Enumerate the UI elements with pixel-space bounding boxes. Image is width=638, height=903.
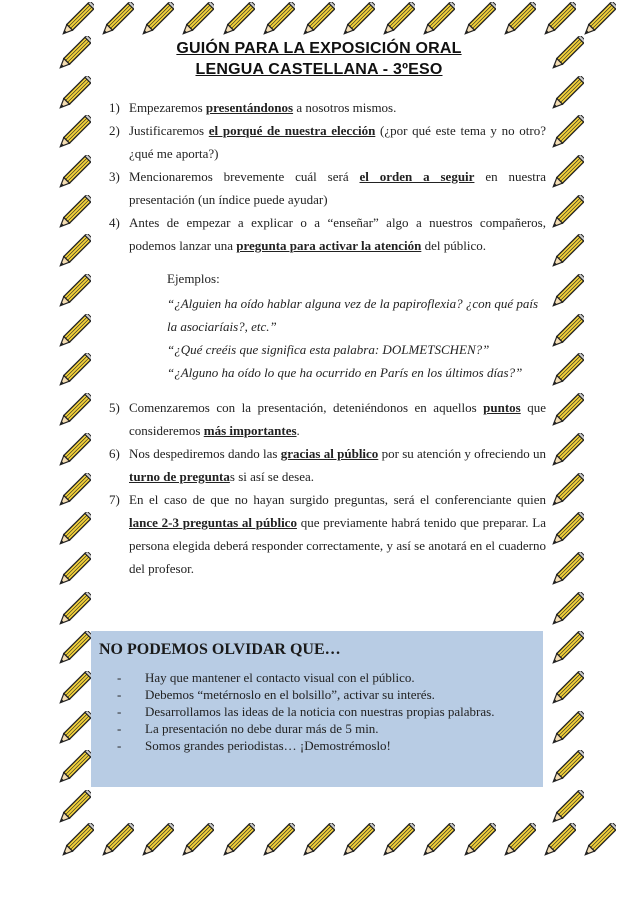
reminder-text: Somos grandes periodistas… ¡Demostrémoslo! xyxy=(145,738,391,753)
pencil-icon xyxy=(55,512,91,550)
pencil-icon xyxy=(548,314,584,352)
pencil-icon xyxy=(548,473,584,511)
pencil-icon xyxy=(55,353,91,391)
step-item xyxy=(109,442,546,488)
step-text: Justificaremos xyxy=(129,123,209,138)
steps-list-a xyxy=(109,96,546,257)
examples-heading: Ejemplos: xyxy=(167,271,220,286)
pencil-icon xyxy=(540,823,576,861)
pencil-icon xyxy=(259,823,295,861)
reminder-box xyxy=(91,631,543,787)
bullet-dash: - xyxy=(117,721,122,736)
reminder-item xyxy=(117,686,535,703)
pencil-icon xyxy=(55,671,91,709)
step-highlight: presentándonos xyxy=(205,100,294,115)
pencil-icon xyxy=(55,234,91,272)
pencil-icon xyxy=(98,823,134,861)
pencil-icon xyxy=(379,2,415,40)
pencil-icon xyxy=(379,823,415,861)
pencil-icon xyxy=(55,750,91,788)
pencil-icon xyxy=(548,671,584,709)
pencil-icon xyxy=(460,2,496,40)
bullet-dash: - xyxy=(117,738,122,753)
step-item xyxy=(109,119,546,165)
reminder-text: Desarrollamos las ideas de la noticia con nuestras propias palabras. xyxy=(145,704,495,719)
step-number: 4) xyxy=(109,215,120,230)
step-text: (¿por qué este tema y no otro? ¿qué me aporta?) xyxy=(129,123,546,161)
pencil-icon xyxy=(138,823,174,861)
pencil-icon xyxy=(55,473,91,511)
step-item xyxy=(109,396,546,442)
guide-content xyxy=(109,96,546,580)
bullet-dash: - xyxy=(117,687,122,702)
pencil-icon xyxy=(55,790,91,828)
pencil-icon xyxy=(419,823,455,861)
step-highlight: el porqué de nuestra elección xyxy=(208,123,376,138)
reminder-item xyxy=(117,737,535,754)
step-number: 3) xyxy=(109,169,120,184)
step-text: del público. xyxy=(421,238,486,253)
step-number: 5) xyxy=(109,400,120,415)
pencil-icon xyxy=(548,115,584,153)
pencil-icon xyxy=(55,155,91,193)
step-highlight: más importantes xyxy=(203,423,297,438)
pencil-icon xyxy=(500,2,536,40)
pencil-icon xyxy=(548,750,584,788)
pencil-icon xyxy=(55,631,91,669)
pencil-icon xyxy=(548,790,584,828)
page-title-line2: LENGUA CASTELLANA - 3ºESO xyxy=(195,61,443,78)
pencil-icon xyxy=(299,823,335,861)
pencil-icon xyxy=(339,2,375,40)
pencil-icon xyxy=(500,823,536,861)
pencil-icon xyxy=(548,433,584,471)
reminder-text: Hay que mantener el contacto visual con el público. xyxy=(145,670,415,685)
pencil-icon xyxy=(548,195,584,233)
step-item xyxy=(109,211,546,257)
pencil-icon xyxy=(548,552,584,590)
pencil-icon xyxy=(55,76,91,114)
steps-list-b xyxy=(109,396,546,580)
pencil-icon xyxy=(55,433,91,471)
pencil-icon xyxy=(55,314,91,352)
examples-block xyxy=(109,267,546,384)
step-highlight: lance 2-3 preguntas al público xyxy=(129,515,297,530)
step-text: Antes de empezar a explicar o a “enseñar” algo a nuestros compañeros, podemos lanzar una xyxy=(129,215,546,253)
pencil-icon xyxy=(55,393,91,431)
step-text: Nos despediremos dando las xyxy=(129,446,281,461)
pencil-icon xyxy=(548,711,584,749)
pencil-icon xyxy=(55,552,91,590)
step-item xyxy=(109,96,546,119)
reminder-item xyxy=(117,703,535,720)
pencil-icon xyxy=(98,2,134,40)
pencil-icon xyxy=(548,353,584,391)
step-text: Empezaremos xyxy=(129,100,206,115)
example-item: “¿Qué creéis que significa esta palabra: DOLMETSCHEN?” xyxy=(167,342,490,357)
pencil-icon xyxy=(548,76,584,114)
step-item xyxy=(109,165,546,211)
pencil-icon xyxy=(55,711,91,749)
pencil-icon xyxy=(259,2,295,40)
pencil-icon xyxy=(548,512,584,550)
pencil-icon xyxy=(460,823,496,861)
step-highlight: turno de pregunta xyxy=(129,469,230,484)
step-highlight: pregunta para activar la atención xyxy=(236,238,422,253)
reminder-title: NO PODEMOS OLVIDAR QUE… xyxy=(99,641,341,658)
step-highlight: el orden a seguir xyxy=(359,169,475,184)
example-item: “¿Alguien ha oído hablar alguna vez de la papiroflexia? ¿con qué país la asociaríais?, etc.” xyxy=(167,296,539,334)
step-highlight: gracias al público xyxy=(280,446,379,461)
pencil-icon xyxy=(299,2,335,40)
pencil-icon xyxy=(419,2,455,40)
step-text: . xyxy=(296,423,300,438)
step-text: Mencionaremos brevemente cuál será xyxy=(129,169,360,184)
step-text: a nosotros mismos. xyxy=(293,100,397,115)
pencil-icon xyxy=(580,2,616,40)
pencil-icon xyxy=(540,2,576,40)
bullet-dash: - xyxy=(117,670,122,685)
pencil-icon xyxy=(178,2,214,40)
step-number: 1) xyxy=(109,100,120,115)
step-number: 6) xyxy=(109,446,120,461)
pencil-icon xyxy=(138,2,174,40)
pencil-icon xyxy=(178,823,214,861)
reminder-item xyxy=(117,669,535,686)
pencil-icon xyxy=(58,2,94,40)
step-text: En el caso de que no hayan surgido preguntas, será el conferenciante quien xyxy=(129,492,546,507)
pencil-icon xyxy=(548,234,584,272)
step-text: s si así se desea. xyxy=(229,469,315,484)
step-text: Comenzaremos con la presentación, deteniéndonos en aquellos xyxy=(129,400,484,415)
pencil-icon xyxy=(548,393,584,431)
pencil-icon xyxy=(339,823,375,861)
pencil-icon xyxy=(580,823,616,861)
step-text: en nuestra presentación (un índice puede ayudar) xyxy=(129,169,547,207)
pencil-icon xyxy=(548,274,584,312)
pencil-icon xyxy=(548,592,584,630)
step-item xyxy=(109,488,546,580)
reminder-item xyxy=(117,720,535,737)
pencil-icon xyxy=(548,155,584,193)
pencil-icon xyxy=(55,274,91,312)
step-number: 2) xyxy=(109,123,120,138)
pencil-icon xyxy=(55,592,91,630)
pencil-icon xyxy=(219,823,255,861)
bullet-dash: - xyxy=(117,704,122,719)
step-highlight: puntos xyxy=(483,400,521,415)
page-title-line1: GUIÓN PARA LA EXPOSICIÓN ORAL xyxy=(176,40,462,57)
step-text: por su atención y ofreciendo un xyxy=(378,446,546,461)
pencil-icon xyxy=(219,2,255,40)
pencil-icon xyxy=(55,115,91,153)
reminder-text: Debemos “metérnoslo en el bolsillo”, activar su interés. xyxy=(145,687,435,702)
step-number: 7) xyxy=(109,492,120,507)
example-item: “¿Alguno ha oído lo que ha ocurrido en París en los últimos días?” xyxy=(167,365,523,380)
pencil-icon xyxy=(55,195,91,233)
step-text: que consideremos xyxy=(129,400,546,438)
pencil-icon xyxy=(548,631,584,669)
step-text: que previamente habrá tenido que preparar. La persona elegida deberá responder correctamente, y así se anotará en el cuaderno del profesor. xyxy=(129,515,546,576)
reminder-list xyxy=(99,669,535,754)
reminder-text: La presentación no debe durar más de 5 min. xyxy=(145,721,379,736)
pencil-icon xyxy=(58,823,94,861)
